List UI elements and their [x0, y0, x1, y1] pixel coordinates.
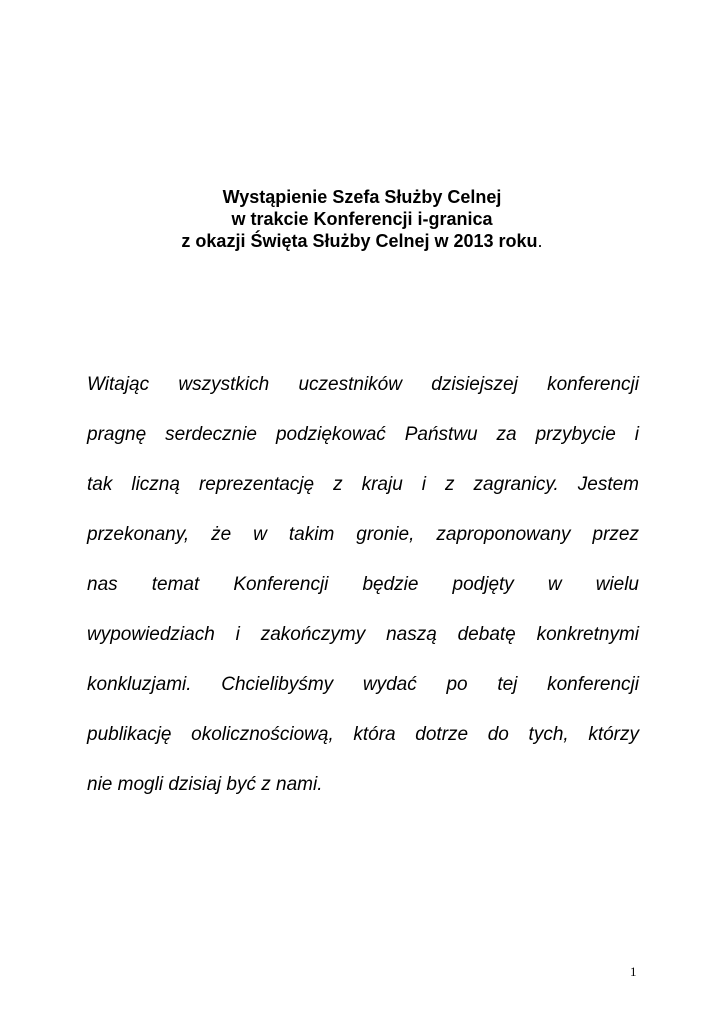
paragraph-line: Witając wszystkich uczestników dzisiejszej konferencji [87, 374, 639, 395]
page-number: 1 [630, 964, 637, 979]
paragraph-line: nie mogli dzisiaj być z nami. [87, 774, 323, 795]
paragraph-line: przekonany, że w takim gronie, zaproponowany przez [87, 524, 639, 545]
title-trailing-dot: . [537, 231, 543, 251]
title-line [0, 230, 724, 252]
paragraph-line: publikację okolicznościową, która dotrze do tych, którzy [87, 724, 639, 745]
paragraph-line: nas temat Konferencji będzie podjęty w wielu [87, 574, 639, 595]
paragraph-line: wypowiedziach i zakończymy naszą debatę konkretnymi [87, 624, 639, 645]
document-title [0, 186, 724, 252]
speech-paragraph [87, 360, 639, 810]
paragraph-line: pragnę serdecznie podziękować Państwu za przybycie i [87, 424, 639, 445]
paragraph-line: konkluzjami. Chcielibyśmy wydać po tej konferencji [87, 674, 639, 695]
title-line: w trakcie Konferencji i-granica [231, 209, 493, 229]
title-line: Wystąpienie Szefa Służby Celnej [222, 187, 502, 207]
paragraph-line: tak liczną reprezentację z kraju i z zagranicy. Jestem [87, 474, 639, 495]
title-line-text: z okazji Święta Służby Celnej w 2013 roku [181, 231, 538, 251]
